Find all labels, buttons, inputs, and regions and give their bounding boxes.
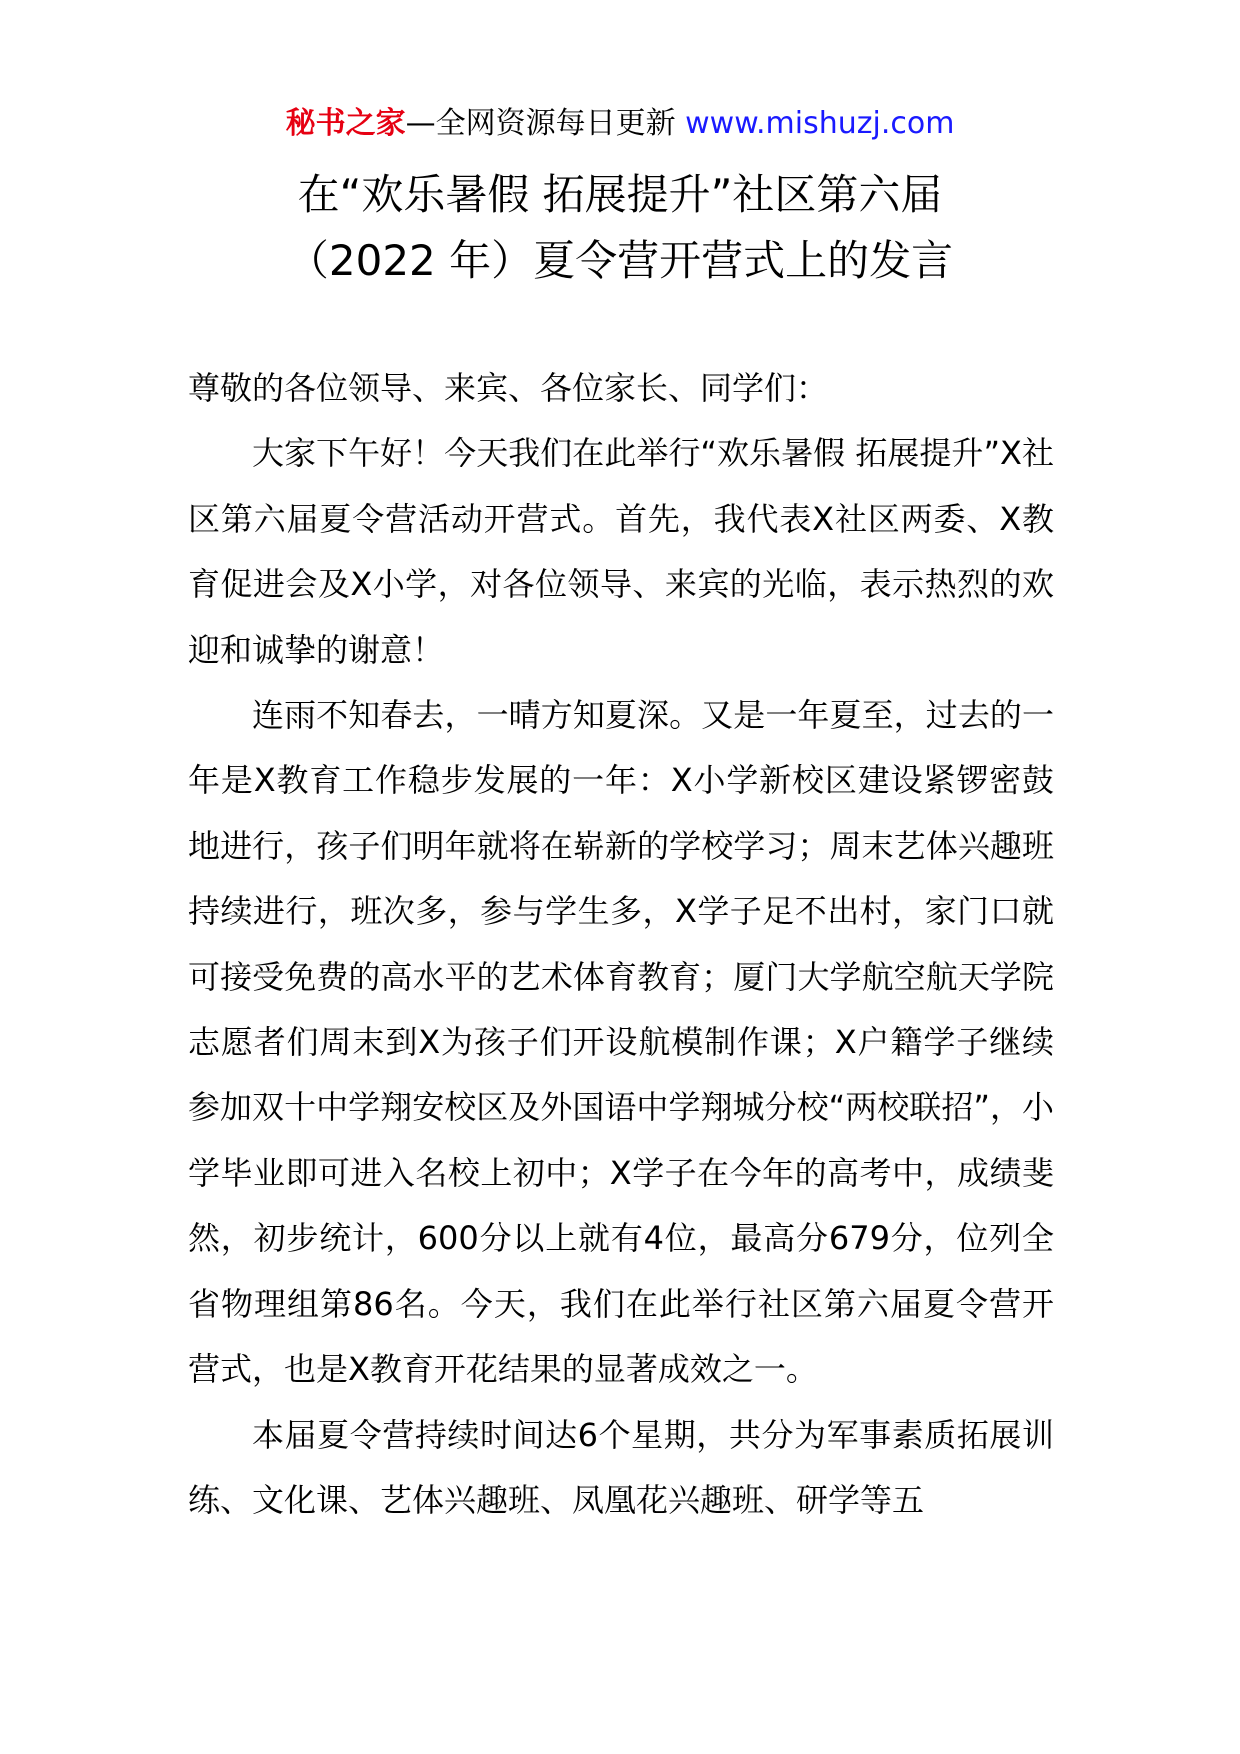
watermark-brand: 秘书之家 — [285, 106, 406, 141]
title-line-2: （2022 年）夏令营开营式上的发言 — [286, 236, 954, 285]
salutation: 尊敬的各位领导、来宾、各位家长、同学们： — [188, 369, 829, 407]
document-title — [0, 162, 1240, 294]
title-line-1: 在“欢乐暑假 拓展提升”社区第六届 — [297, 170, 943, 219]
watermark-url[interactable]: www.mishuzj.com — [685, 106, 955, 141]
watermark-tagline: —全网资源每日更新 — [405, 106, 686, 141]
watermark-banner — [0, 104, 1240, 144]
document-body — [188, 356, 1054, 1533]
paragraph-3: 本届夏令营持续时间达6个星期，共分为军事素质拓展训练、文化课、艺体兴趣班、凤凰花兴趣班、研学等五 — [188, 1415, 1054, 1519]
paragraph-1: 大家下午好！今天我们在此举行“欢乐暑假 拓展提升”X社区第六届夏令营活动开营式。首先，我代表X社区两委、X教育促进会及X小学，对各位领导、来宾的光临，表示热烈的欢迎和诚挚的谢意！ — [188, 434, 1054, 669]
paragraph-2: 连雨不知春去，一晴方知夏深。又是一年夏至，过去的一年是X教育工作稳步发展的一年：X小学新校区建设紧锣密鼓地进行，孩子们明年就将在崭新的学校学习；周末艺体兴趣班持续进行，班次多，参与学生多，X学子足不出村，家门口就可接受免费的高水平的艺术体育教育；厦门大学航空航天学院志愿者们周末到X为孩子们开设航模制作课；X户籍学子继续参加双十中学翔安校区及外国语中学翔城分校“两校联招”，小学毕业即可进入名校上初中；X学子在今年的高考中，成绩斐然，初步统计，600分以上就有4位，最高分679分，位列全省物理组第86名。今天，我们在此举行社区第六届夏令营开营式，也是X教育开花结果的显著成效之一。 — [188, 696, 1054, 1389]
